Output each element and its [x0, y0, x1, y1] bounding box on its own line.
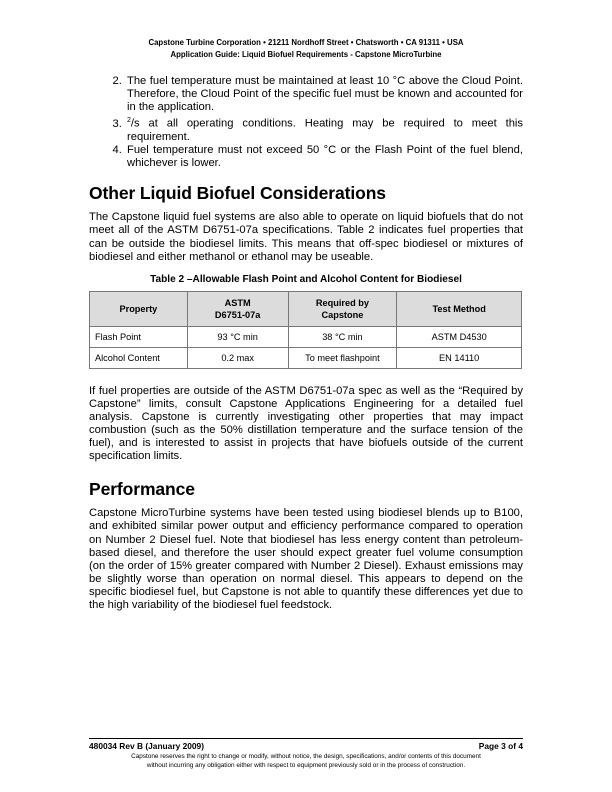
column-header-required: Required by Capstone — [288, 291, 397, 326]
requirement-item — [125, 75, 523, 114]
page-footer — [89, 738, 523, 770]
table-cell: Alcohol Content — [90, 347, 188, 368]
page-header — [0, 37, 612, 61]
section-paragraph: If fuel properties are outside of the ASTM D6751-07a spec as well as the “Required by Capstone” limits, consult Capstone Applications Engineering for a detailed fuel analysis. Capstone is currently investigating other properties that may impact combustion (such as the 50% distillation temperature and the surface tension of the fuel), and is interested to assist in projects that have biofuels outside of the current specification limits. — [89, 384, 523, 463]
requirement-item — [125, 144, 523, 170]
header-company-address: Capstone Turbine Corporation • 21211 Nordhoff Street • Chatsworth • CA 91311 • USA — [148, 38, 464, 47]
section-heading-performance: Performance — [89, 479, 195, 500]
table-row — [90, 347, 522, 368]
footer-line — [89, 739, 523, 752]
table-cell: ASTM D4530 — [397, 326, 522, 347]
table-cell: 38 °C min — [288, 326, 397, 347]
footer-notice-line: without incurring any obligation either with respect to equipment previously sold or in the process of construction. — [146, 761, 466, 769]
footer-page-number: Page 3 of 4 — [478, 741, 523, 751]
column-header-test-method: Test Method — [397, 291, 522, 326]
table-row — [90, 326, 522, 347]
requirements-list — [89, 75, 523, 170]
superscript-two: 2 — [127, 117, 131, 125]
requirement-text: The fuel temperature must be maintained at least 10 °C above the Cloud Point. Therefore, the Cloud Point of the specific fuel must be known and accounted for in the application. — [127, 75, 523, 114]
table-cell: Flash Point — [90, 326, 188, 347]
footer-notice — [89, 753, 523, 770]
column-header-property: Property — [90, 291, 188, 326]
table-cell: 93 °C min — [187, 326, 288, 347]
section-heading-other-biofuel: Other Liquid Biofuel Considerations — [89, 183, 386, 204]
column-header-astm: ASTM D6751-07a — [187, 291, 288, 326]
page-content — [89, 75, 523, 612]
section-paragraph: The Capstone liquid fuel systems are also able to operate on liquid biofuels that do not meet all of the ASTM D6751-07a specifications. Table 2 indicates fuel properties that can be outside the biodiesel limits. This means that off-spec biodiesel or mixtures of biodiesel and either methanol or ethanol may be useable. — [89, 211, 523, 263]
table-caption: Table 2 –Allowable Flash Point and Alcohol Content for Biodiesel — [150, 273, 462, 285]
section-paragraph: Capstone MicroTurbine systems have been tested using biodiesel blends up to B100, and exhibited similar power output and efficiency performance compared to operation on Number 2 Diesel fuel. Note that biodiesel has less energy content than petroleum-based diesel, and therefore the user should expect greater fuel volume consumption (on the order of 15% greater compared with Number 2 Diesel). Exhaust emissions may be slightly worse than operation on normal diesel. This appears to depend on the specific biodiesel fuel, but Capstone is not able to quantify these differences yet due to the high variability of the biodiesel fuel feedstock. — [89, 507, 523, 611]
header-document-title: Application Guide: Liquid Biofuel Requirements - Capstone MicroTurbine — [170, 50, 442, 59]
table-cell: EN 14110 — [397, 347, 522, 368]
fuel-properties-table — [89, 291, 522, 369]
table-header-row — [90, 291, 522, 326]
table-cell: To meet flashpoint — [288, 347, 397, 368]
table-cell: 0.2 max — [187, 347, 288, 368]
footer-doc-id: 480034 Rev B (January 2009) — [89, 741, 204, 751]
requirement-item — [125, 114, 523, 144]
requirement-text-post: /s at all operating conditions. Heating may be required to meet this requirement. — [127, 118, 523, 144]
footer-notice-line: Capstone reserves the right to change or modify, without notice, the design, specifications, and/or contents of this document — [131, 753, 481, 760]
requirement-text: Fuel temperature must not exceed 50 °C or the Flash Point of the fuel blend, whichever is lower. — [127, 144, 523, 170]
